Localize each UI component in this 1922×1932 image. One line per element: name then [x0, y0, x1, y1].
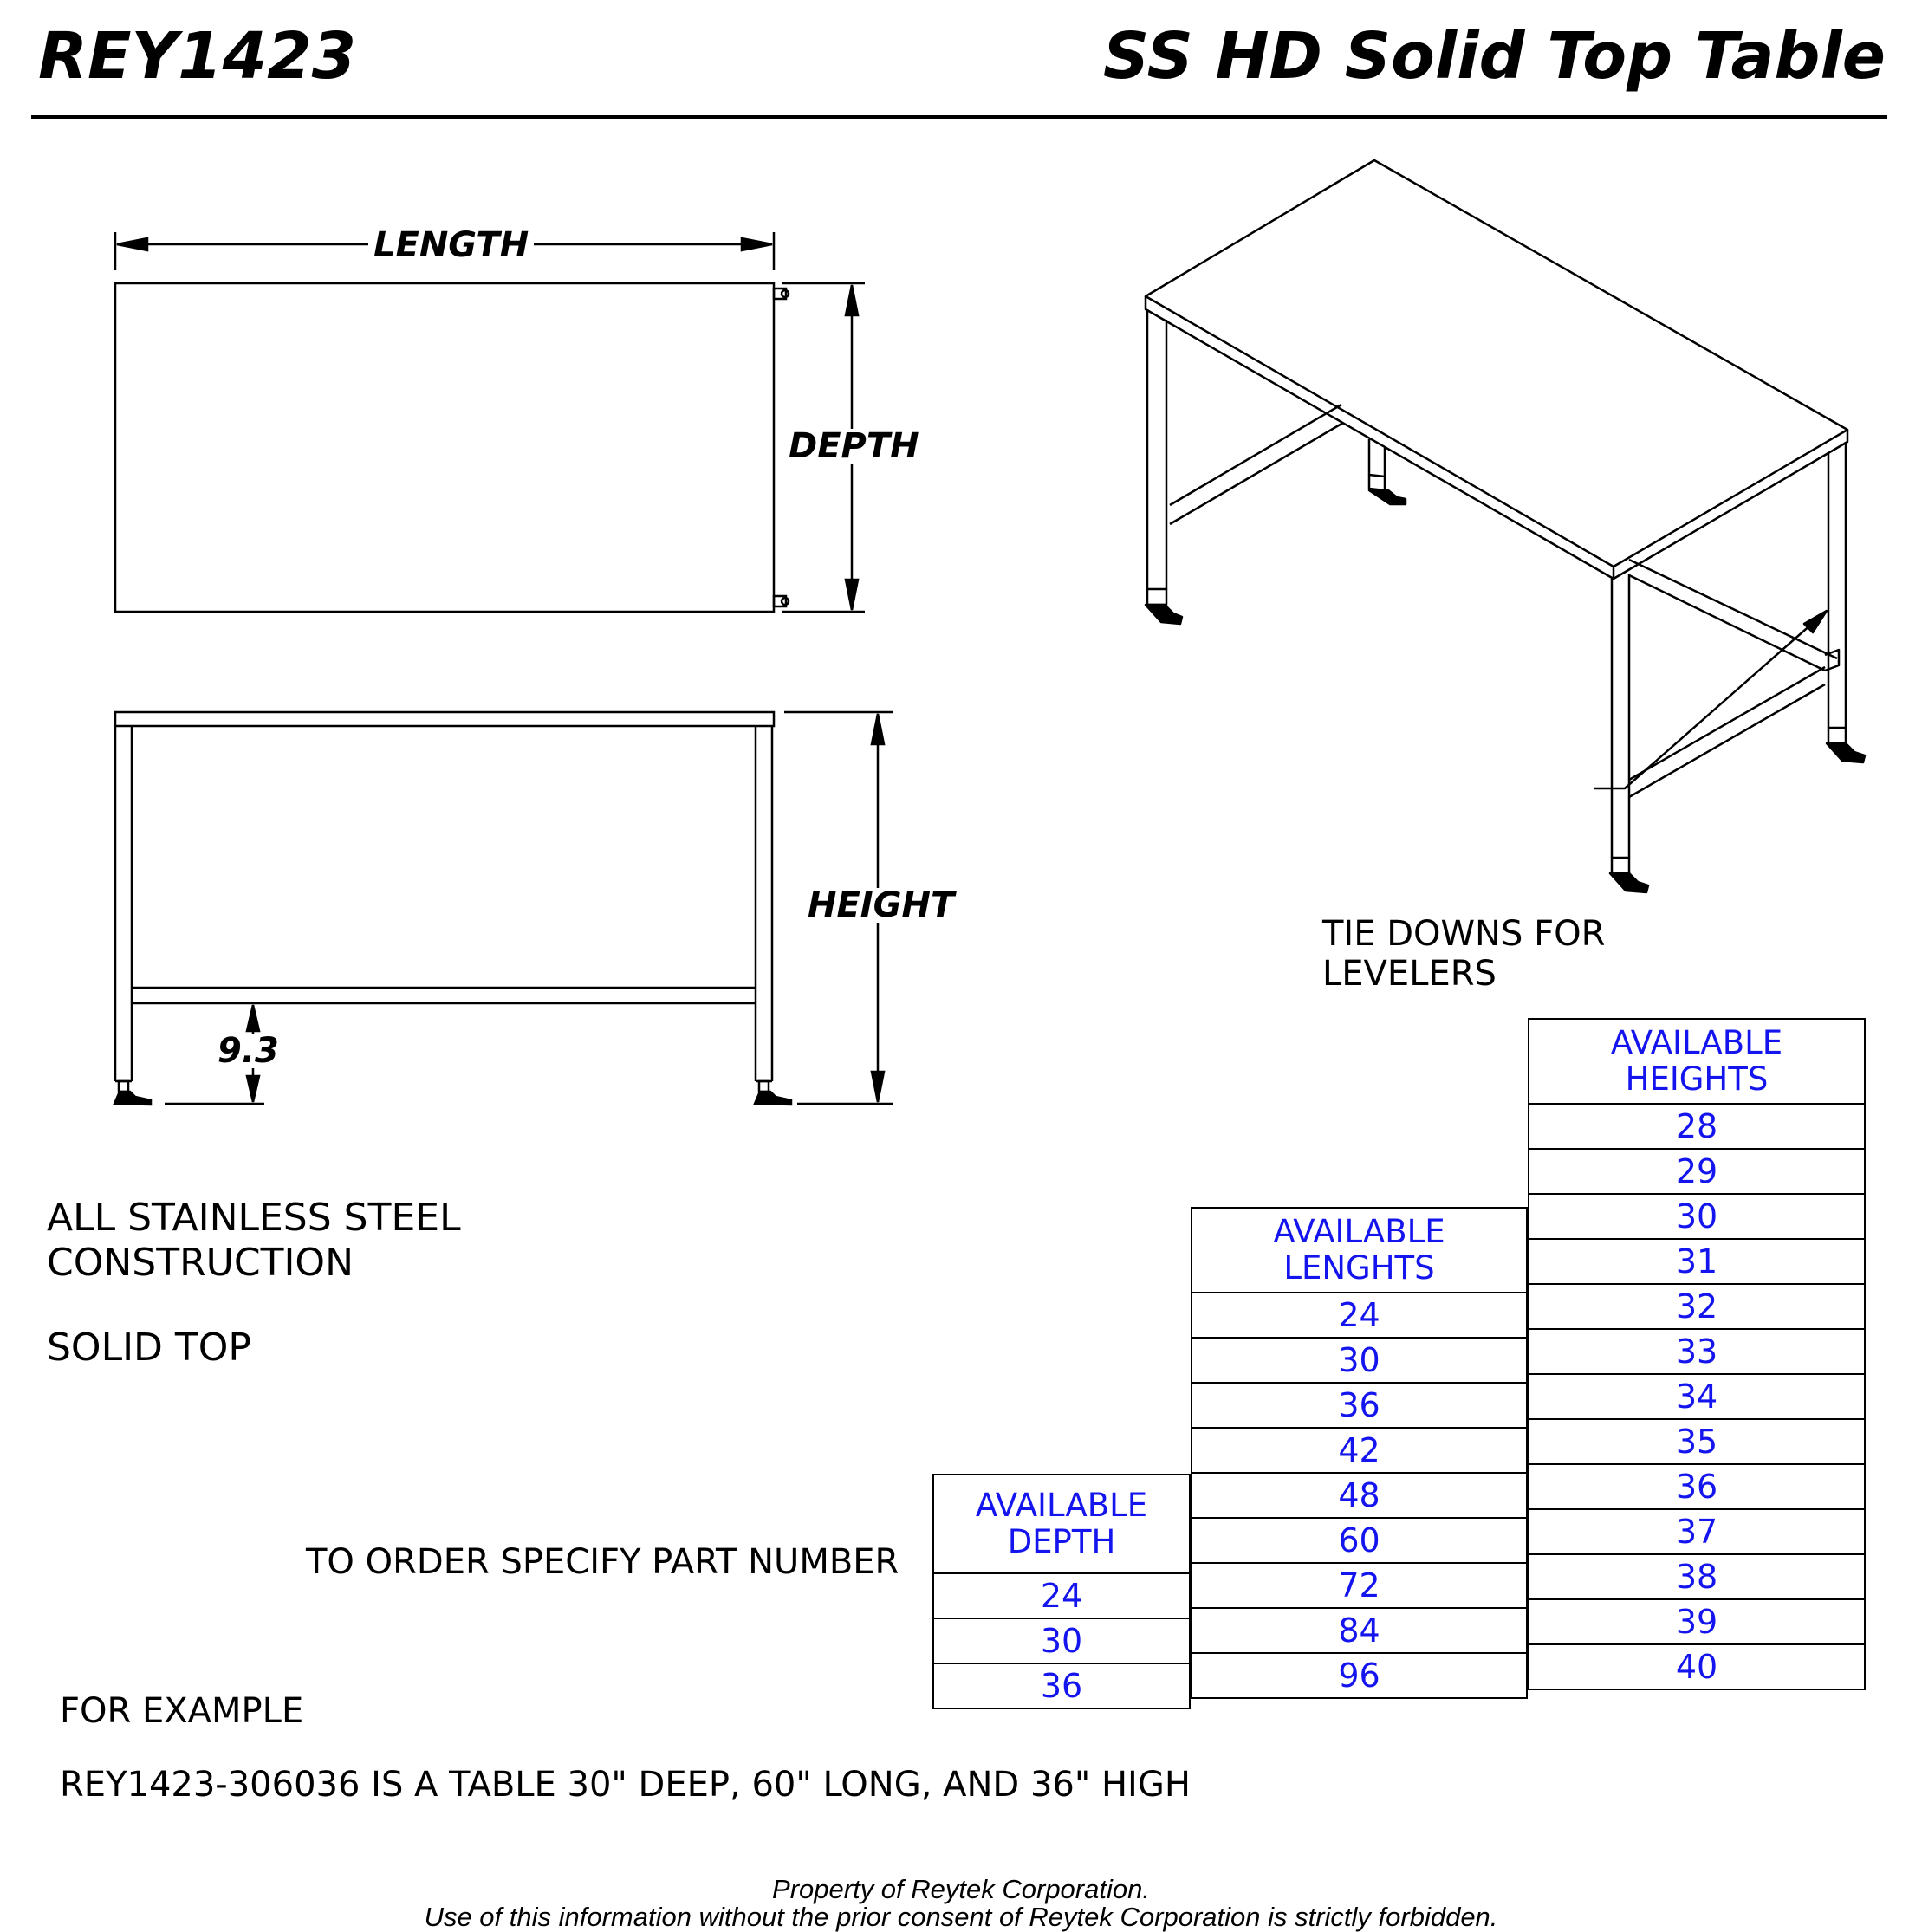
table-cell: 33 — [1529, 1329, 1865, 1374]
available-lengths-table — [1191, 1207, 1528, 1699]
table-cell: 42 — [1192, 1428, 1527, 1473]
example-heading: FOR EXAMPLE — [60, 1691, 304, 1731]
table-cell: 28 — [1529, 1104, 1865, 1149]
table-cell: 37 — [1529, 1509, 1865, 1554]
product-title: SS HD Solid Top Table — [1102, 19, 1886, 94]
available-heights-table — [1528, 1018, 1866, 1690]
table-cell: 96 — [1192, 1653, 1527, 1698]
table-cell: 24 — [1192, 1293, 1527, 1338]
table-cell: 30 — [1529, 1194, 1865, 1239]
example-text: REY1423-306036 IS A TABLE 30" DEEP, 60" LONG, AND 36" HIGH — [60, 1765, 1191, 1805]
construction-note: ALL STAINLESS STEEL CONSTRUCTION — [47, 1196, 461, 1285]
table-cell: 30 — [1192, 1338, 1527, 1383]
table-cell: 40 — [1529, 1644, 1865, 1689]
top-view — [115, 232, 865, 612]
table-cell: 30 — [933, 1618, 1190, 1663]
height-dimension-label: HEIGHT — [802, 888, 959, 923]
part-number-title: REY1423 — [38, 19, 357, 94]
available-depth-header: AVAILABLE DEPTH — [933, 1475, 1190, 1573]
tie-downs-callout: TIE DOWNS FOR LEVELERS — [1322, 914, 1606, 994]
table-cell: 35 — [1529, 1419, 1865, 1464]
footer-disclaimer-line: Use of this information without the prior consent of Reytek Corporation is strictly forbidden. — [424, 1902, 1498, 1932]
table-cell: 24 — [933, 1573, 1190, 1618]
table-cell: 29 — [1529, 1149, 1865, 1194]
table-cell: 84 — [1192, 1608, 1527, 1653]
available-heights-header: AVAILABLE HEIGHTS — [1529, 1019, 1865, 1104]
table-cell: 32 — [1529, 1284, 1865, 1329]
table-cell: 36 — [933, 1663, 1190, 1708]
table-cell: 39 — [1529, 1599, 1865, 1644]
table-cell: 60 — [1192, 1518, 1527, 1563]
table-cell: 36 — [1192, 1383, 1527, 1428]
table-cell: 72 — [1192, 1563, 1527, 1608]
table-cell: 34 — [1529, 1374, 1865, 1419]
length-dimension-label: LENGTH — [368, 228, 534, 263]
table-cell: 36 — [1529, 1464, 1865, 1509]
depth-dimension-label: DEPTH — [783, 429, 925, 464]
available-lengths-header: AVAILABLE LENGHTS — [1192, 1208, 1527, 1293]
table-cell: 48 — [1192, 1473, 1527, 1518]
solid-top-note: SOLID TOP — [47, 1326, 251, 1370]
order-instruction: TO ORDER SPECIFY PART NUMBER — [306, 1542, 899, 1582]
table-cell: 38 — [1529, 1554, 1865, 1599]
available-depth-table — [932, 1474, 1191, 1709]
table-cell: 31 — [1529, 1239, 1865, 1284]
isometric-view — [1127, 147, 1872, 910]
footer-property-line: Property of Reytek Corporation. — [772, 1874, 1150, 1904]
orthographic-views — [0, 0, 962, 1118]
shelf-height-value: 9.3 — [212, 1034, 284, 1068]
